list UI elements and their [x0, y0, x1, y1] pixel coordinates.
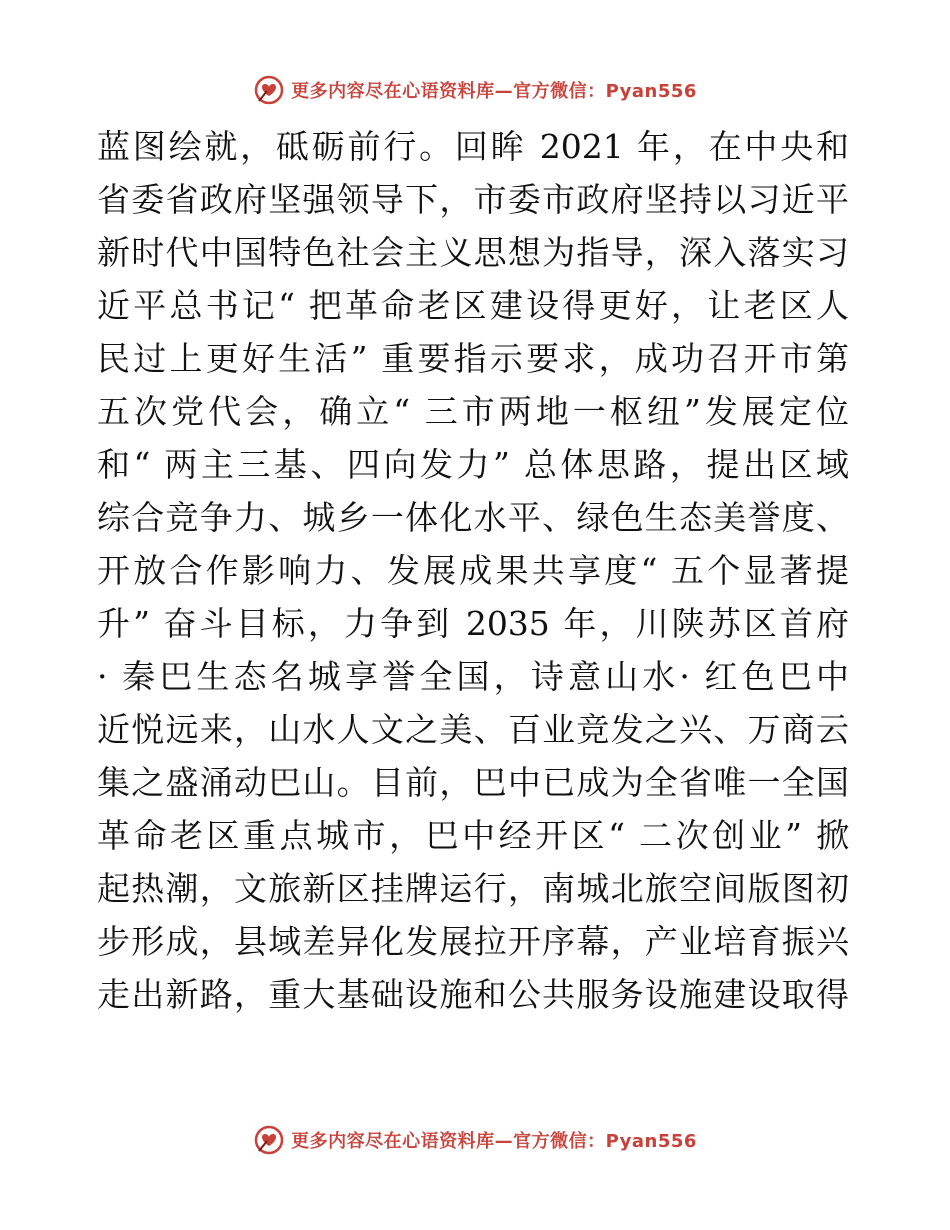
paragraph-line: 民过上更好生活” 重要指示要求，成功召开市第	[97, 339, 849, 378]
paragraph-line: 集之盛涌动巴山。目前，巴中已成为全省唯一全国	[97, 763, 849, 802]
watermark-text: 更多内容尽在心语资料库—官方微信：Pyan556	[291, 81, 697, 102]
watermark-text: 更多内容尽在心语资料库—官方微信：Pyan556	[291, 1131, 697, 1152]
paragraph-line: 起热潮，文旅新区挂牌运行，南城北旅空间版图初	[97, 869, 849, 908]
paragraph-line: · 秦巴生态名城享誉全国，诗意山水· 红色巴中	[97, 657, 849, 696]
paragraph-line: 综合竞争力、城乡一体化水平、绿色生态美誉度、	[97, 498, 849, 537]
paragraph-line: 步形成，县域差异化发展拉开序幕，产业培育振兴	[97, 922, 849, 961]
paragraph-line: 走出新路，重大基础设施和公共服务设施建设取得	[97, 975, 849, 1014]
footer-watermark	[0, 1120, 950, 1160]
document-paragraph	[97, 120, 849, 1021]
heart-quill-logo-icon	[253, 74, 285, 106]
paragraph-line: 蓝图绘就，砥砺前行。回眸 2021 年，在中央和	[97, 127, 849, 166]
paragraph-line: 革命老区重点城市，巴中经开区“ 二次创业” 掀	[97, 816, 849, 855]
paragraph-line: 近平总书记“ 把革命老区建设得更好，让老区人	[97, 286, 849, 325]
paragraph-line: 开放合作影响力、发展成果共享度“ 五个显著提	[97, 551, 849, 590]
paragraph-line: 和“ 两主三基、四向发力” 总体思路，提出区域	[97, 445, 849, 484]
heart-quill-logo-icon	[253, 1124, 285, 1156]
header-watermark	[0, 70, 950, 110]
paragraph-line: 省委省政府坚强领导下，市委市政府坚持以习近平	[97, 180, 849, 219]
paragraph-line: 五次党代会，确立“ 三市两地一枢纽”发展定位	[97, 392, 849, 431]
paragraph-line: 新时代中国特色社会主义思想为指导，深入落实习	[97, 233, 849, 272]
paragraph-line: 近悦远来，山水人文之美、百业竞发之兴、万商云	[97, 710, 849, 749]
paragraph-line: 升” 奋斗目标，力争到 2035 年，川陕苏区首府	[97, 604, 849, 643]
